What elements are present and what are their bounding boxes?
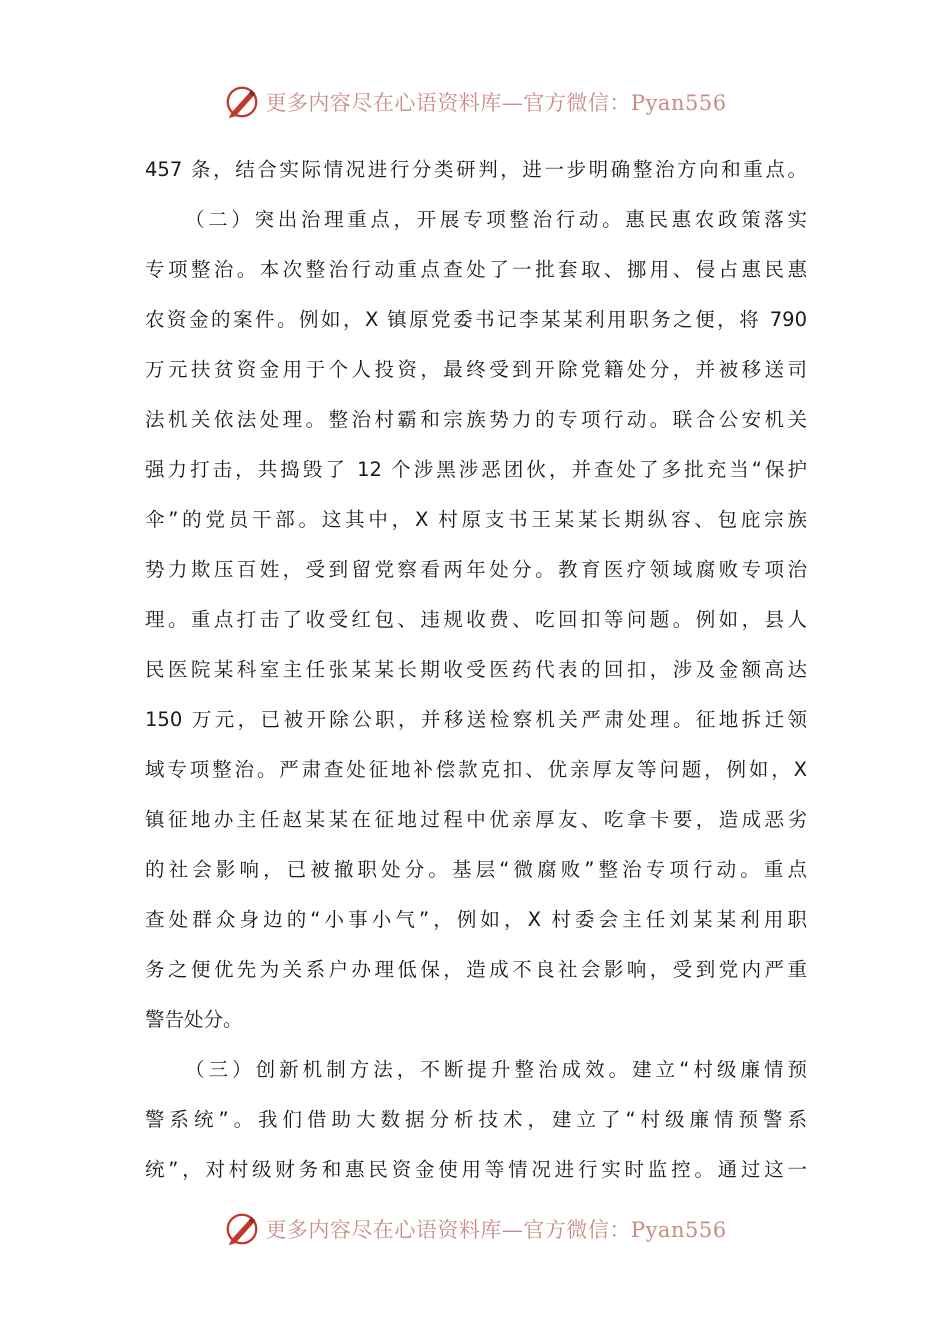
watermark-text: 更多内容尽在心语资料库—官方微信：Pyan556 [265,91,727,115]
paragraph-line: 457 条，结合实际情况进行分类研判，进一步明确整治方向和重点。 [145,158,807,181]
paragraph-line: 民医院某科室主任张某某长期收受医药代表的回扣，涉及金额高达 [145,658,807,681]
paragraph-line: 域专项整治。严肃查处征地补偿款克扣、优亲厚友等问题，例如，X [145,758,807,781]
header-watermark-banner [0,80,950,124]
paragraph-line: 镇征地办主任赵某某在征地过程中优亲厚友、吃拿卡要，造成恶劣 [145,808,807,831]
footer-watermark-banner [0,1207,950,1251]
paragraph-line: 150 万元，已被开除公职，并移送检察机关严肃处理。征地拆迁领 [145,708,807,731]
paragraph-line: 理。重点打击了收受红包、违规收费、吃回扣等问题。例如，县人 [145,608,807,631]
paragraph-line: 强力打击，共捣毁了 12 个涉黑涉恶团伙，并查处了多批充当“保护 [145,458,807,481]
paragraph-line: （三）创新机制方法，不断提升整治成效。建立“村级廉情预 [185,1058,807,1081]
paragraph-line: 伞”的党员干部。这其中，X 村原支书王某某长期纵容、包庇宗族 [145,508,807,531]
paragraph-line: 势力欺压百姓，受到留党察看两年处分。教育医疗领域腐败专项治 [145,558,807,581]
paragraph-line: 万元扶贫资金用于个人投资，最终受到开除党籍处分，并被移送司 [145,358,807,381]
paragraph-line: 警告处分。 [145,1008,243,1031]
paragraph-line: 警系统”。我们借助大数据分析技术，建立了“村级廉情预警系 [145,1108,807,1131]
paragraph-line: 法机关依法处理。整治村霸和宗族势力的专项行动。联合公安机关 [145,408,807,431]
paragraph-line: （二）突出治理重点，开展专项整治行动。惠民惠农政策落实 [185,208,807,231]
paragraph-line: 农资金的案件。例如，X 镇原党委书记李某某利用职务之便，将 790 [145,308,807,331]
pen-logo-icon [223,83,261,121]
paragraph-line: 查处群众身边的“小事小气”，例如，X 村委会主任刘某某利用职 [145,908,807,931]
document-body [145,145,807,1195]
paragraph-line: 专项整治。本次整治行动重点查处了一批套取、挪用、侵占惠民惠 [145,258,807,281]
paragraph-line: 的社会影响，已被撤职处分。基层“微腐败”整治专项行动。重点 [145,858,807,881]
watermark-text: 更多内容尽在心语资料库—官方微信：Pyan556 [265,1218,727,1242]
paragraph-line: 统”，对村级财务和惠民资金使用等情况进行实时监控。通过这一 [145,1158,807,1181]
paragraph-line: 务之便优先为关系户办理低保，造成不良社会影响，受到党内严重 [145,958,807,981]
pen-logo-icon [223,1210,261,1248]
